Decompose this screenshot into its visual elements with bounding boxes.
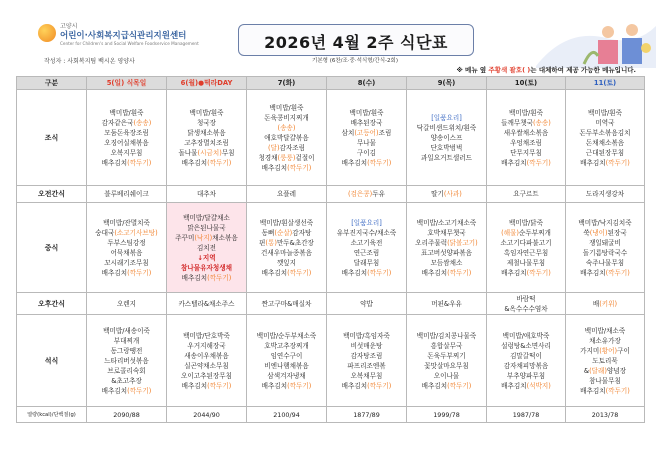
notice-suffix: 는 대체하여 제공 가능한 메뉴입니다.: [530, 66, 636, 74]
menu-item: &(달래)양념장: [583, 366, 627, 375]
column-header-sun: 5(일) 식목일: [87, 77, 167, 90]
menu-row-mid: [17, 203, 645, 293]
row-label: 중식: [17, 203, 87, 293]
menu-item: 배추김치(깍두기): [181, 381, 232, 390]
menu-item: 배추김치(깍두기): [580, 386, 630, 395]
menu-item: 배추김치(깍두기): [341, 381, 392, 390]
menu-item: 브로콜리숙회: [107, 366, 146, 375]
menu-item: 돌나물(시금치)무침: [178, 148, 235, 157]
menu-item: 오렌지: [116, 299, 137, 308]
column-header-thu: 9(목): [407, 77, 487, 90]
menu-item: 주꾸미(낙지)채소볶음: [175, 233, 238, 242]
menu-item: 요플레: [276, 190, 297, 198]
menu-item: 깻잎지: [276, 258, 297, 267]
menu-item: 배추김치(깍두기): [580, 268, 630, 277]
menu-item: 머핀&우유: [431, 299, 462, 308]
menu-item: 김치전: [196, 243, 217, 252]
row-label: 열량(kcal)/단백질(g): [17, 407, 87, 423]
menu-cell: [167, 90, 247, 186]
menu-row-supper: [17, 315, 645, 407]
org-city: 고양시: [60, 23, 78, 30]
org-name: 어린이·사회복지급식관리지원센터: [60, 31, 187, 41]
menu-item: 단무지무침: [510, 148, 542, 157]
menu-item: 카스텔라&채소주스: [178, 299, 235, 308]
menu-item: 새우쌀채소볶음: [503, 128, 549, 137]
menu-criteria: 기본형 (6찬/조·중·석식형/간식-2회): [312, 58, 398, 64]
row-label: 석식: [17, 315, 87, 407]
menu-item: 모둠돈육장조림: [104, 128, 149, 137]
menu-item: 블루베리쉐이크: [104, 190, 149, 198]
logo-mark-icon: [38, 24, 56, 42]
menu-item: 닭생채소볶음: [187, 128, 226, 137]
menu-item: 오이고추된장무침: [181, 371, 232, 380]
menu-item: 백미밥/순두부채소죽: [256, 331, 317, 340]
menu-cell: [167, 203, 247, 293]
menu-item: 비섯매운탕: [350, 341, 383, 350]
menu-item: 양송이스프: [430, 133, 463, 142]
menu-item: 배추김치(깍두기): [421, 381, 472, 390]
row-label: 오후간식: [17, 293, 87, 315]
menu-cell: [407, 186, 487, 203]
menu-item: 부추양파무침: [506, 371, 546, 380]
menu-item: 꼬시래기조무침: [104, 258, 149, 267]
menu-item: [일품요리]: [351, 218, 382, 227]
menu-item: 임연수구이: [270, 351, 303, 360]
menu-cell: [407, 90, 487, 186]
menu-item: 과일요거트샐러드: [421, 153, 472, 162]
menu-item: 백미밥/흰죽: [269, 103, 304, 112]
menu-item: 배(키위): [592, 299, 618, 308]
menu-item: 돈육콩비지찌개: [264, 113, 309, 122]
menu-item: 흥합살무국: [430, 341, 463, 350]
menu-item: 감자같은국(송송): [101, 118, 152, 127]
menu-item: 오징어실채볶음: [104, 138, 149, 147]
menu-item: 애호박달걀볶음: [264, 133, 309, 142]
menu-item: 단호박범벅: [430, 143, 463, 152]
menu-item: 배추김치(깍두기): [181, 158, 232, 167]
menu-item: 백미밥/새송이죽: [103, 326, 150, 335]
menu-item: 배추김치(깍두기): [101, 268, 152, 277]
menu-cell: [407, 293, 487, 315]
row-label: 오전간식: [17, 186, 87, 203]
menu-item: &옥수수수염차: [504, 304, 548, 313]
menu-cell: [566, 203, 645, 293]
menu-item: 삼색겨자냉채: [267, 371, 306, 380]
menu-item: 약밥: [360, 299, 373, 308]
menu-item: 요구르트: [513, 190, 539, 198]
menu-item: 실곤약채소무침: [184, 361, 229, 370]
menu-item: 돌기름탕락국수: [582, 248, 628, 257]
menu-item: 백미밥/흰죽: [349, 108, 384, 117]
menu-item: 고추장멸치조림: [184, 138, 229, 147]
menu-cell: [247, 315, 327, 407]
menu-item: 동그랑땡전: [110, 346, 143, 355]
menu-item: 흑임자연근무침: [503, 248, 549, 257]
menu-row-pm-snack: [17, 293, 645, 315]
menu-item: 감자탕조림: [350, 351, 383, 360]
menu-cell: [407, 203, 487, 293]
menu-item: 바람떡: [516, 294, 536, 303]
menu-item: 동뼈(순살)감자탕: [261, 228, 312, 237]
menu-item: 2090/88: [113, 410, 140, 419]
menu-item: 소고기육전: [350, 238, 383, 247]
menu-cell: [327, 293, 407, 315]
menu-item: 배추김치(깍두기): [261, 163, 312, 172]
page-header: [16, 12, 644, 64]
menu-cell: [87, 90, 167, 186]
menu-cell: [327, 407, 407, 423]
menu-cell: [487, 293, 566, 315]
menu-item: 새송이우채볶음: [184, 351, 229, 360]
elderly-people-illustration-icon: [536, 18, 656, 68]
menu-item: 도라지생강차: [585, 190, 625, 198]
menu-cell: [87, 203, 167, 293]
menu-item: 호박고추장찌개: [264, 341, 309, 350]
menu-item: 호박채무챗국: [427, 228, 466, 237]
menu-item: 백미밥/흰죽: [189, 108, 224, 117]
menu-item: 채소유가장: [589, 336, 621, 345]
menu-cell: [327, 90, 407, 186]
menu-item: 쑥(냉이)된장국: [583, 228, 627, 237]
menu-item: 느타리버섯볶음: [104, 356, 149, 365]
menu-item: 딸기(사과): [431, 190, 462, 198]
menu-item: 1987/78: [512, 410, 540, 419]
menu-cell: [247, 186, 327, 203]
menu-item: 오복지무침: [110, 148, 143, 157]
menu-item: 백미밥/달걀채소: [183, 213, 230, 222]
menu-item: 배추김치(깍두기): [421, 268, 472, 277]
menu-cell: [487, 407, 566, 423]
menu-item: 백미밥/흑임자죽: [343, 331, 390, 340]
menu-item: (송송): [277, 123, 296, 132]
table-header-row: [17, 77, 645, 90]
menu-item: 무나물: [356, 138, 377, 147]
menu-item: 배추김치(석박지): [501, 381, 551, 390]
menu-item: 백미밥/김치콩나물죽: [416, 331, 477, 340]
menu-cell: [87, 315, 167, 407]
menu-item: 미역국: [595, 118, 615, 127]
menu-item: [일품요리]: [431, 113, 462, 122]
menu-item: 백미밥/낙지김치죽: [578, 218, 632, 227]
menu-item: (달)감자조림: [268, 143, 305, 152]
menu-item: 백미밥/소고기채소죽: [416, 218, 477, 227]
menu-item: 오이나물: [433, 371, 460, 380]
menu-item: 유부진지국수/채소죽: [336, 228, 397, 237]
menu-item: 두부스팀강정: [107, 238, 146, 247]
menu-cell: [566, 315, 645, 407]
menu-item: 쟁일돼굴비: [589, 238, 621, 247]
menu-row-kcal: [17, 407, 645, 423]
column-header-wed: 8(수): [327, 77, 407, 90]
menu-cell: [487, 203, 566, 293]
menu-item: 배추된장국: [350, 118, 383, 127]
menu-item: 2044/90: [193, 410, 220, 419]
menu-item: 우거지해장국: [187, 341, 226, 350]
menu-cell: [487, 315, 566, 407]
menu-item: 구이김: [356, 148, 377, 157]
menu-item: 부대찌개: [113, 336, 140, 345]
menu-item: 근대된장무침: [585, 148, 625, 157]
menu-item: 표고버섯양파볶음: [421, 248, 472, 257]
menu-item: 숙주나물무침: [585, 258, 625, 267]
menu-item: 백미밥/흰죽: [508, 108, 544, 117]
author-line: 작성자 : 사회복지팀 백시온 영양사: [44, 58, 135, 65]
menu-item: 비엔나햄채볶음: [264, 361, 309, 370]
menu-cell: [87, 186, 167, 203]
column-header-tue: 7(화): [247, 77, 327, 90]
menu-item: 백미밥/닭죽: [508, 218, 544, 227]
menu-item: 참나물유자청생채: [181, 263, 232, 272]
menu-row-lunch: [17, 90, 645, 186]
menu-cell: [247, 90, 327, 186]
row-label: 조식: [17, 90, 87, 186]
menu-item: 오복채무침: [350, 371, 383, 380]
menu-item: 배추김치(깍두기): [181, 273, 232, 282]
weekly-menu-table: [16, 76, 645, 423]
menu-item: 백미밥/애호박죽: [502, 331, 550, 340]
menu-cell: [566, 293, 645, 315]
menu-cell: [487, 90, 566, 186]
menu-item: 들깨무챗국(송송): [501, 118, 551, 127]
page-title: 2026년 4월 2주 식단표: [264, 33, 448, 52]
menu-item: 대추차: [196, 190, 217, 198]
notice-prefix: ※ 메뉴 옆: [456, 66, 489, 74]
menu-item: 돈두부소볶음김치: [579, 128, 631, 137]
menu-item: 2013/78: [591, 410, 619, 419]
menu-item: 핀(통)만두&초간장: [259, 238, 314, 247]
column-header-category: 구분: [17, 77, 87, 90]
column-header-fri: 10(토): [487, 77, 566, 90]
notice-highlight: 주황색 괄호( ): [488, 66, 531, 74]
menu-cell: [167, 315, 247, 407]
menu-cell: [87, 407, 167, 423]
menu-cell: [487, 186, 566, 203]
menu-cell: [247, 407, 327, 423]
menu-item: 배추김치(깍두기): [341, 158, 392, 167]
menu-cell: [566, 186, 645, 203]
menu-row-am-snack: [17, 186, 645, 203]
center-logo: [38, 16, 218, 56]
menu-item: 꽃맛살마요무침: [424, 361, 469, 370]
menu-item: (검은콩)두유: [347, 190, 385, 198]
menu-item: (해물)순두부찌개: [501, 228, 551, 237]
menu-item: 어묵채볶음: [110, 248, 143, 257]
menu-item: 백미밥/채소죽: [584, 326, 626, 335]
menu-cell: [566, 407, 645, 423]
title-box: [238, 24, 474, 56]
menu-item: 백미밥/흰죽: [109, 108, 144, 117]
menu-item: 백미밥/흰살생선죽: [259, 218, 314, 227]
menu-item: 도토리묵: [592, 356, 618, 365]
menu-item: 닥갈비샌드위치/흰죽: [416, 123, 477, 132]
menu-cell: [327, 186, 407, 203]
menu-cell: [167, 186, 247, 203]
menu-item: 청국장: [196, 118, 217, 127]
menu-cell: [167, 293, 247, 315]
menu-item: &초고추장: [111, 376, 142, 385]
menu-item: 돈육두부찌기: [427, 351, 466, 360]
menu-item: 백미밥/단호박죽: [183, 331, 230, 340]
menu-item: 백미밥/흰죽: [587, 108, 623, 117]
menu-cell: [327, 203, 407, 293]
menu-cell: [87, 293, 167, 315]
menu-item: 참나물무침: [589, 376, 621, 385]
menu-item: 2100/94: [273, 410, 300, 419]
substitution-notice: [456, 65, 636, 74]
menu-item: 김말갈떡이: [510, 351, 542, 360]
menu-item: 달래무침: [353, 258, 380, 267]
menu-item: 배추김치(깍두기): [101, 158, 152, 167]
menu-item: 배추김치(깍두기): [261, 381, 312, 390]
menu-item: 돈채채소볶음: [585, 138, 625, 147]
menu-item: 감자채피망볶음: [503, 361, 549, 370]
menu-item: 삼치(고등어)조림: [341, 128, 392, 137]
menu-item: 제철나물무침: [506, 258, 546, 267]
menu-item: 연근조림: [353, 248, 380, 257]
column-header-mon: 6(월)●떡라DAY: [167, 77, 247, 90]
menu-cell: [247, 203, 327, 293]
menu-item: ↓지역: [197, 253, 216, 262]
menu-item: 배추김치(깍두기): [501, 268, 551, 277]
menu-item: 백미밥/잔멸치죽: [103, 218, 150, 227]
menu-item: 배추김치(깍두기): [101, 386, 152, 395]
menu-cell: [247, 293, 327, 315]
menu-cell: [407, 315, 487, 407]
menu-item: 건새우마늘종볶음: [261, 248, 312, 257]
menu-item: 가지미(황어)구이: [580, 346, 630, 355]
menu-item: 숭대국(소고기사브탕): [95, 228, 158, 237]
menu-item: 모듬쌈채소: [430, 258, 463, 267]
menu-item: 파프리조엔볶: [347, 361, 386, 370]
menu-item: 짠고구마&매실차: [261, 299, 312, 308]
menu-item: 소고기다파불고기: [500, 238, 552, 247]
menu-cell: [327, 315, 407, 407]
menu-item: 1877/89: [353, 410, 380, 419]
menu-cell: [407, 407, 487, 423]
menu-item: 1999/78: [433, 410, 460, 419]
menu-item: 우엉채조림: [510, 138, 542, 147]
column-header-sat: 11(토): [566, 77, 645, 90]
menu-item: 배추김치(깍두기): [261, 268, 312, 277]
menu-item: 배추김치(깍두기): [341, 268, 392, 277]
menu-cell: [167, 407, 247, 423]
menu-item: 맑은된나물국: [187, 223, 226, 232]
menu-item: 오리주물럭(닭볼고기): [415, 238, 478, 247]
menu-item: 설렁탕&소면사리: [501, 341, 551, 350]
org-english-name: Center for Children's and Social Welfare Foodservice Management: [60, 41, 199, 46]
menu-item: 배추김치(깍두기): [501, 158, 551, 167]
menu-item: 청경채(룽룽)겉절이: [258, 153, 315, 162]
menu-item: 배추김치(깍두기): [580, 158, 630, 167]
menu-cell: [566, 90, 645, 186]
